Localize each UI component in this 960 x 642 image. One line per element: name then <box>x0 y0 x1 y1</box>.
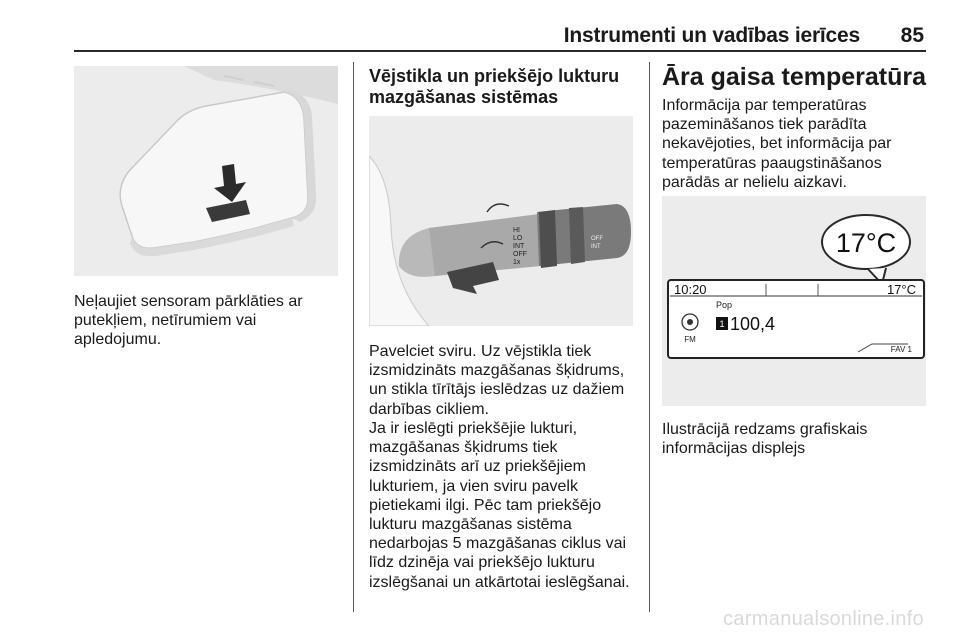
ring-label: INT <box>591 244 601 250</box>
lever-label: OFF <box>513 251 527 258</box>
info-display-illustration <box>662 196 926 406</box>
temperature-paragraph: Informācija par temperatūras pazemināšanos tiek parādīta nekavējoties, bet informācija par temperatūras paaugstināšanos parādās ar nelielu aizkavi. <box>662 97 892 191</box>
info-display-drawing <box>662 196 926 406</box>
sensor-illustration-drawing <box>74 66 338 276</box>
column-divider-left <box>353 62 354 612</box>
washer-paragraph-1: Pavelciet sviru. Uz vējstikla tiek izsmidzināts mazgāšanas šķidrums, un stikla tīrītājs ieslēdzas uz dažiem darbības cikliem. <box>369 343 625 418</box>
ring-label: OFF <box>591 236 603 242</box>
wiper-lever-illustration <box>369 116 633 326</box>
lever-label: INT <box>513 243 525 250</box>
watermark: carmanualsonline.info <box>723 608 924 630</box>
washer-paragraph-2: Ja ir ieslēgti priekšējie lukturi, mazgāšanas šķidrums tiek izsmidzināts arī uz priekšējiem lukturiem, ja vien sviru pavelk pietiekami ilgi. Pēc tam priekšējo lukturu mazgāšanas sistēma nedarbojas 5 mazgāšanas ciklus vai līdz dzinēja vai priekšējo lukturu izslēgšanai un atkārtotai ieslēgšanai. <box>369 420 630 591</box>
outside-temperature-heading: Āra gaisa temperatūra <box>662 63 927 91</box>
section-title: Instrumenti un vadības ierīces <box>563 24 860 47</box>
header-rule <box>74 50 926 52</box>
lever-label: HI <box>513 227 520 234</box>
display-caption: Ilustrācijā redzams grafiskais informācijas displejs <box>662 421 868 458</box>
washer-heading: Vējstikla un priekšējo lukturu mazgāšanas sistēmas <box>369 66 620 107</box>
display-frequency: 100,4 <box>730 314 776 334</box>
display-favourite: FAV 1 <box>890 345 912 354</box>
display-clock: 10:20 <box>674 282 707 297</box>
page-number: 85 <box>900 24 924 47</box>
display-station-name: Pop <box>716 300 733 310</box>
display-band: FM <box>684 335 696 344</box>
display-preset-number: 1 <box>719 319 725 329</box>
display-temperature: 17°C <box>886 282 916 297</box>
column-divider-right <box>649 62 650 612</box>
wiper-lever-drawing <box>369 116 633 326</box>
callout-temperature: 17°C <box>835 228 897 258</box>
sensor-caption: Neļaujiet sensoram pārklāties ar putekļiem, netīrumiem vai apledojumu. <box>74 293 303 349</box>
sensor-illustration <box>74 66 338 276</box>
lever-label: LO <box>513 235 523 242</box>
lever-label: 1x <box>513 259 521 266</box>
